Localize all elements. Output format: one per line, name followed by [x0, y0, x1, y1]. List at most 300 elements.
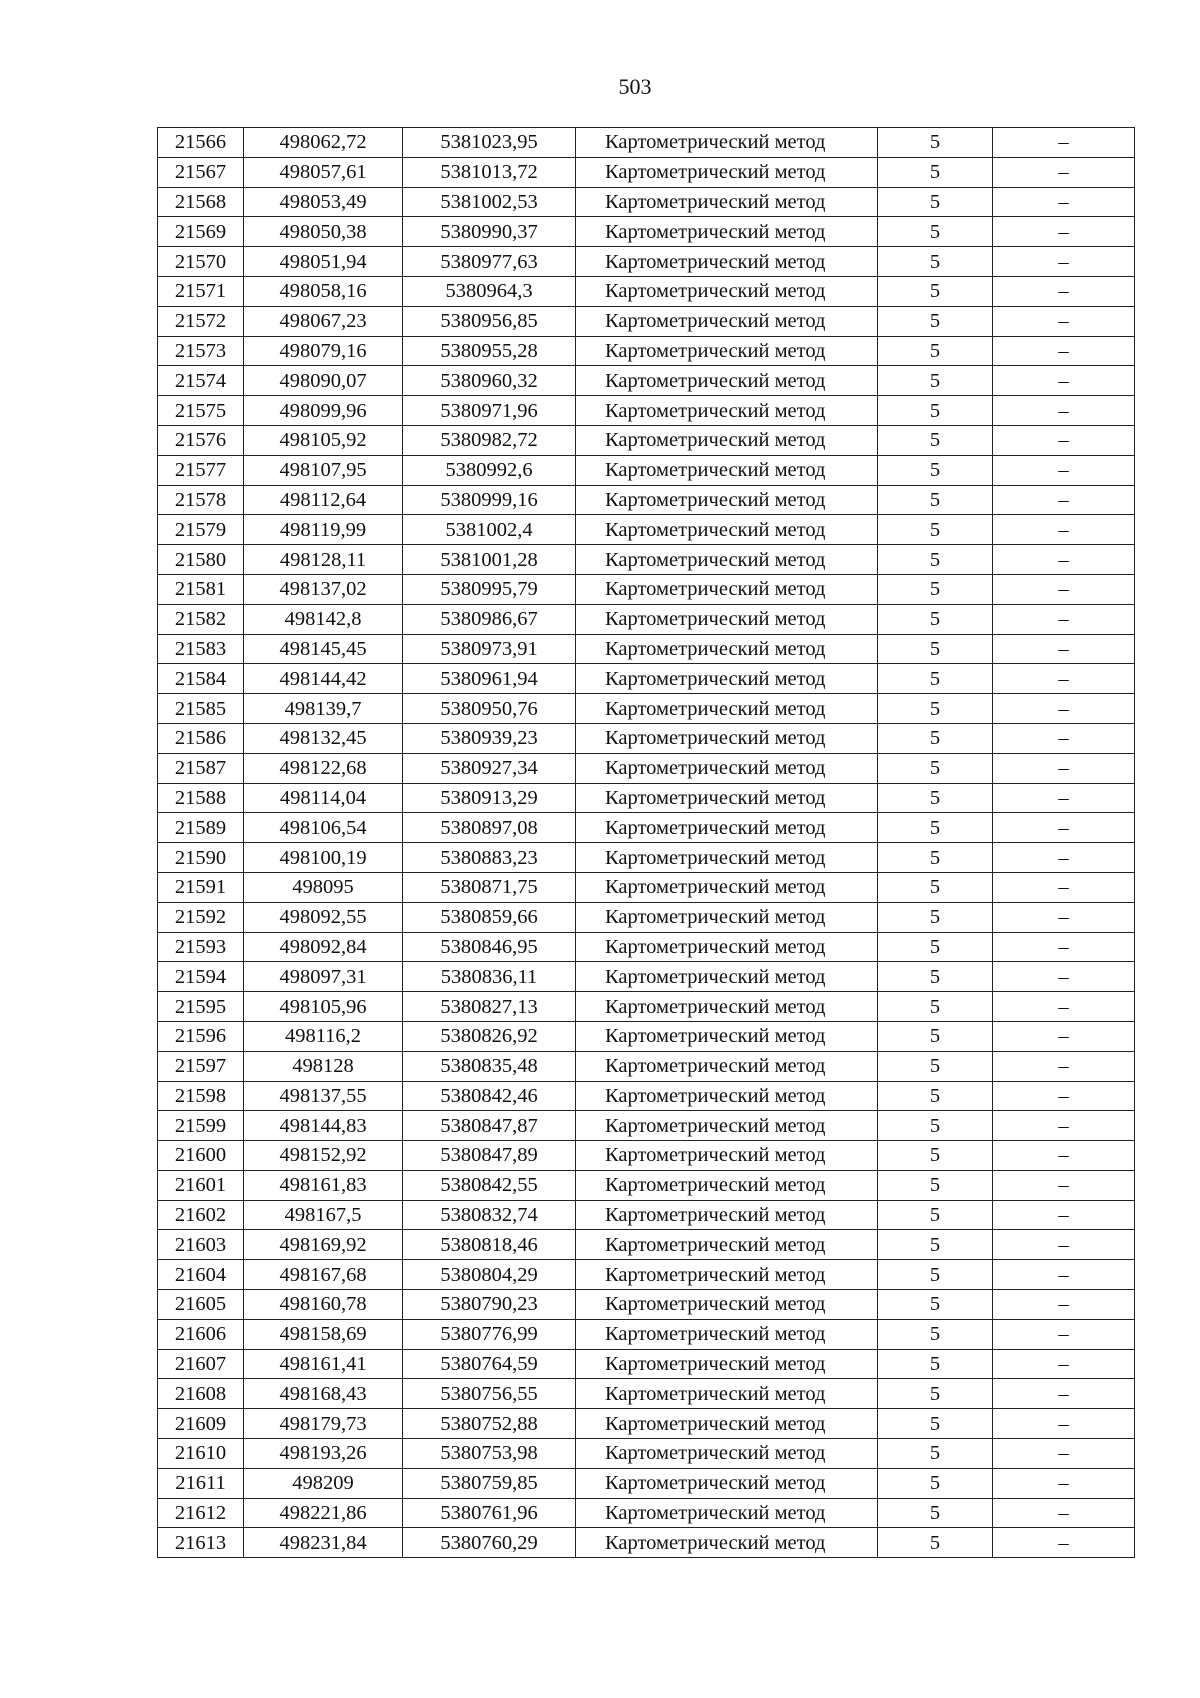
x-coordinate-cell: 498161,83 — [244, 1170, 403, 1200]
x-coordinate-cell: 498119,99 — [244, 515, 403, 545]
x-coordinate-cell: 498053,49 — [244, 187, 403, 217]
y-coordinate-cell: 5380753,98 — [403, 1439, 576, 1469]
accuracy-cell: 5 — [878, 604, 993, 634]
method-cell: Картометрический метод — [576, 694, 878, 724]
y-coordinate-cell: 5380961,94 — [403, 664, 576, 694]
method-cell: Картометрический метод — [576, 1528, 878, 1558]
y-coordinate-cell: 5380847,89 — [403, 1141, 576, 1171]
method-cell: Картометрический метод — [576, 783, 878, 813]
description-cell: – — [993, 962, 1135, 992]
y-coordinate-cell: 5380913,29 — [403, 783, 576, 813]
description-cell: – — [993, 604, 1135, 634]
accuracy-cell: 5 — [878, 217, 993, 247]
method-cell: Картометрический метод — [576, 306, 878, 336]
accuracy-cell: 5 — [878, 396, 993, 426]
point-number-cell: 21583 — [158, 634, 244, 664]
x-coordinate-cell: 498158,69 — [244, 1319, 403, 1349]
table-row — [158, 902, 1135, 932]
description-cell: – — [993, 1379, 1135, 1409]
description-cell: – — [993, 843, 1135, 873]
accuracy-cell: 5 — [878, 574, 993, 604]
method-cell: Картометрический метод — [576, 366, 878, 396]
method-cell: Картометрический метод — [576, 1200, 878, 1230]
accuracy-cell: 5 — [878, 336, 993, 366]
accuracy-cell: 5 — [878, 1230, 993, 1260]
x-coordinate-cell: 498105,92 — [244, 425, 403, 455]
x-coordinate-cell: 498122,68 — [244, 753, 403, 783]
point-number-cell: 21610 — [158, 1439, 244, 1469]
point-number-cell: 21609 — [158, 1409, 244, 1439]
table-row — [158, 1170, 1135, 1200]
description-cell: – — [993, 545, 1135, 575]
method-cell: Картометрический метод — [576, 1081, 878, 1111]
y-coordinate-cell: 5381013,72 — [403, 157, 576, 187]
table-row — [158, 187, 1135, 217]
y-coordinate-cell: 5380847,87 — [403, 1111, 576, 1141]
x-coordinate-cell: 498179,73 — [244, 1409, 403, 1439]
accuracy-cell: 5 — [878, 872, 993, 902]
accuracy-cell: 5 — [878, 366, 993, 396]
y-coordinate-cell: 5380995,79 — [403, 574, 576, 604]
description-cell: – — [993, 1081, 1135, 1111]
table-row — [158, 1290, 1135, 1320]
table-row — [158, 813, 1135, 843]
method-cell: Картометрический метод — [576, 1319, 878, 1349]
point-number-cell: 21574 — [158, 366, 244, 396]
method-cell: Картометрический метод — [576, 217, 878, 247]
accuracy-cell: 5 — [878, 485, 993, 515]
x-coordinate-cell: 498167,5 — [244, 1200, 403, 1230]
x-coordinate-cell: 498169,92 — [244, 1230, 403, 1260]
point-number-cell: 21598 — [158, 1081, 244, 1111]
method-cell: Картометрический метод — [576, 485, 878, 515]
description-cell: – — [993, 396, 1135, 426]
x-coordinate-cell: 498137,02 — [244, 574, 403, 604]
point-number-cell: 21601 — [158, 1170, 244, 1200]
x-coordinate-cell: 498100,19 — [244, 843, 403, 873]
method-cell: Картометрический метод — [576, 992, 878, 1022]
y-coordinate-cell: 5381001,28 — [403, 545, 576, 575]
accuracy-cell: 5 — [878, 455, 993, 485]
table-row — [158, 604, 1135, 634]
x-coordinate-cell: 498221,86 — [244, 1498, 403, 1528]
table-row — [158, 694, 1135, 724]
y-coordinate-cell: 5380990,37 — [403, 217, 576, 247]
table-row — [158, 1051, 1135, 1081]
y-coordinate-cell: 5381023,95 — [403, 128, 576, 158]
point-number-cell: 21611 — [158, 1468, 244, 1498]
table-row — [158, 1349, 1135, 1379]
x-coordinate-cell: 498107,95 — [244, 455, 403, 485]
x-coordinate-cell: 498209 — [244, 1468, 403, 1498]
accuracy-cell: 5 — [878, 902, 993, 932]
method-cell: Картометрический метод — [576, 247, 878, 277]
point-number-cell: 21567 — [158, 157, 244, 187]
y-coordinate-cell: 5380992,6 — [403, 455, 576, 485]
description-cell: – — [993, 753, 1135, 783]
y-coordinate-cell: 5380752,88 — [403, 1409, 576, 1439]
description-cell: – — [993, 247, 1135, 277]
point-number-cell: 21596 — [158, 1021, 244, 1051]
point-number-cell: 21578 — [158, 485, 244, 515]
description-cell: – — [993, 425, 1135, 455]
method-cell: Картометрический метод — [576, 128, 878, 158]
y-coordinate-cell: 5380939,23 — [403, 723, 576, 753]
accuracy-cell: 5 — [878, 1379, 993, 1409]
method-cell: Картометрический метод — [576, 1498, 878, 1528]
method-cell: Картометрический метод — [576, 664, 878, 694]
accuracy-cell: 5 — [878, 813, 993, 843]
x-coordinate-cell: 498062,72 — [244, 128, 403, 158]
point-number-cell: 21582 — [158, 604, 244, 634]
description-cell: – — [993, 574, 1135, 604]
method-cell: Картометрический метод — [576, 276, 878, 306]
method-cell: Картометрический метод — [576, 813, 878, 843]
x-coordinate-cell: 498114,04 — [244, 783, 403, 813]
description-cell: – — [993, 187, 1135, 217]
y-coordinate-cell: 5380897,08 — [403, 813, 576, 843]
accuracy-cell: 5 — [878, 306, 993, 336]
description-cell: – — [993, 1349, 1135, 1379]
method-cell: Картометрический метод — [576, 515, 878, 545]
point-number-cell: 21573 — [158, 336, 244, 366]
table-row — [158, 723, 1135, 753]
y-coordinate-cell: 5380956,85 — [403, 306, 576, 336]
table-row — [158, 843, 1135, 873]
description-cell: – — [993, 1409, 1135, 1439]
y-coordinate-cell: 5380764,59 — [403, 1349, 576, 1379]
coordinates-table-body — [158, 128, 1135, 1558]
table-row — [158, 1319, 1135, 1349]
x-coordinate-cell: 498167,68 — [244, 1260, 403, 1290]
x-coordinate-cell: 498231,84 — [244, 1528, 403, 1558]
point-number-cell: 21607 — [158, 1349, 244, 1379]
description-cell: – — [993, 664, 1135, 694]
accuracy-cell: 5 — [878, 753, 993, 783]
point-number-cell: 21600 — [158, 1141, 244, 1171]
method-cell: Картометрический метод — [576, 1290, 878, 1320]
table-row — [158, 1200, 1135, 1230]
x-coordinate-cell: 498144,83 — [244, 1111, 403, 1141]
point-number-cell: 21599 — [158, 1111, 244, 1141]
accuracy-cell: 5 — [878, 128, 993, 158]
method-cell: Картометрический метод — [576, 396, 878, 426]
method-cell: Картометрический метод — [576, 1230, 878, 1260]
description-cell: – — [993, 276, 1135, 306]
table-row — [158, 1409, 1135, 1439]
x-coordinate-cell: 498050,38 — [244, 217, 403, 247]
y-coordinate-cell: 5380790,23 — [403, 1290, 576, 1320]
point-number-cell: 21579 — [158, 515, 244, 545]
accuracy-cell: 5 — [878, 1111, 993, 1141]
table-row — [158, 1111, 1135, 1141]
table-row — [158, 515, 1135, 545]
x-coordinate-cell: 498116,2 — [244, 1021, 403, 1051]
point-number-cell: 21581 — [158, 574, 244, 604]
description-cell: – — [993, 1439, 1135, 1469]
accuracy-cell: 5 — [878, 1290, 993, 1320]
x-coordinate-cell: 498058,16 — [244, 276, 403, 306]
method-cell: Картометрический метод — [576, 1051, 878, 1081]
description-cell: – — [993, 157, 1135, 187]
y-coordinate-cell: 5380760,29 — [403, 1528, 576, 1558]
point-number-cell: 21602 — [158, 1200, 244, 1230]
x-coordinate-cell: 498168,43 — [244, 1379, 403, 1409]
description-cell: – — [993, 723, 1135, 753]
accuracy-cell: 5 — [878, 1200, 993, 1230]
table-row — [158, 783, 1135, 813]
table-row — [158, 1379, 1135, 1409]
y-coordinate-cell: 5380756,55 — [403, 1379, 576, 1409]
x-coordinate-cell: 498112,64 — [244, 485, 403, 515]
y-coordinate-cell: 5380960,32 — [403, 366, 576, 396]
table-row — [158, 247, 1135, 277]
point-number-cell: 21603 — [158, 1230, 244, 1260]
method-cell: Картометрический метод — [576, 634, 878, 664]
accuracy-cell: 5 — [878, 634, 993, 664]
description-cell: – — [993, 128, 1135, 158]
table-row — [158, 664, 1135, 694]
point-number-cell: 21572 — [158, 306, 244, 336]
table-row — [158, 128, 1135, 158]
accuracy-cell: 5 — [878, 187, 993, 217]
table-row — [158, 396, 1135, 426]
y-coordinate-cell: 5380835,48 — [403, 1051, 576, 1081]
description-cell: – — [993, 1141, 1135, 1171]
point-number-cell: 21590 — [158, 843, 244, 873]
accuracy-cell: 5 — [878, 1141, 993, 1171]
method-cell: Картометрический метод — [576, 932, 878, 962]
accuracy-cell: 5 — [878, 515, 993, 545]
accuracy-cell: 5 — [878, 1528, 993, 1558]
accuracy-cell: 5 — [878, 694, 993, 724]
description-cell: – — [993, 1498, 1135, 1528]
point-number-cell: 21580 — [158, 545, 244, 575]
table-row — [158, 455, 1135, 485]
method-cell: Картометрический метод — [576, 1141, 878, 1171]
point-number-cell: 21594 — [158, 962, 244, 992]
x-coordinate-cell: 498051,94 — [244, 247, 403, 277]
point-number-cell: 21576 — [158, 425, 244, 455]
description-cell: – — [993, 1290, 1135, 1320]
accuracy-cell: 5 — [878, 932, 993, 962]
table-row — [158, 545, 1135, 575]
accuracy-cell: 5 — [878, 1439, 993, 1469]
accuracy-cell: 5 — [878, 157, 993, 187]
table-row — [158, 1230, 1135, 1260]
point-number-cell: 21569 — [158, 217, 244, 247]
y-coordinate-cell: 5380982,72 — [403, 425, 576, 455]
description-cell: – — [993, 992, 1135, 1022]
coordinates-table — [157, 127, 1135, 1558]
point-number-cell: 21592 — [158, 902, 244, 932]
table-row — [158, 1081, 1135, 1111]
x-coordinate-cell: 498090,07 — [244, 366, 403, 396]
y-coordinate-cell: 5380804,29 — [403, 1260, 576, 1290]
point-number-cell: 21608 — [158, 1379, 244, 1409]
x-coordinate-cell: 498152,92 — [244, 1141, 403, 1171]
table-row — [158, 932, 1135, 962]
x-coordinate-cell: 498099,96 — [244, 396, 403, 426]
table-row — [158, 1021, 1135, 1051]
description-cell: – — [993, 336, 1135, 366]
description-cell: – — [993, 1111, 1135, 1141]
accuracy-cell: 5 — [878, 1081, 993, 1111]
y-coordinate-cell: 5380955,28 — [403, 336, 576, 366]
method-cell: Картометрический метод — [576, 753, 878, 783]
description-cell: – — [993, 1170, 1135, 1200]
point-number-cell: 21571 — [158, 276, 244, 306]
table-row — [158, 485, 1135, 515]
point-number-cell: 21585 — [158, 694, 244, 724]
description-cell: – — [993, 366, 1135, 396]
table-row — [158, 992, 1135, 1022]
x-coordinate-cell: 498193,26 — [244, 1439, 403, 1469]
point-number-cell: 21586 — [158, 723, 244, 753]
y-coordinate-cell: 5380776,99 — [403, 1319, 576, 1349]
method-cell: Картометрический метод — [576, 723, 878, 753]
table-row — [158, 574, 1135, 604]
table-row — [158, 1468, 1135, 1498]
x-coordinate-cell: 498137,55 — [244, 1081, 403, 1111]
x-coordinate-cell: 498097,31 — [244, 962, 403, 992]
method-cell: Картометрический метод — [576, 1260, 878, 1290]
method-cell: Картометрический метод — [576, 157, 878, 187]
y-coordinate-cell: 5381002,53 — [403, 187, 576, 217]
description-cell: – — [993, 1021, 1135, 1051]
y-coordinate-cell: 5380986,67 — [403, 604, 576, 634]
point-number-cell: 21613 — [158, 1528, 244, 1558]
y-coordinate-cell: 5380927,34 — [403, 753, 576, 783]
accuracy-cell: 5 — [878, 1051, 993, 1081]
point-number-cell: 21588 — [158, 783, 244, 813]
accuracy-cell: 5 — [878, 723, 993, 753]
x-coordinate-cell: 498132,45 — [244, 723, 403, 753]
description-cell: – — [993, 1051, 1135, 1081]
point-number-cell: 21568 — [158, 187, 244, 217]
description-cell: – — [993, 455, 1135, 485]
method-cell: Картометрический метод — [576, 1468, 878, 1498]
accuracy-cell: 5 — [878, 1260, 993, 1290]
page-number: 503 — [618, 74, 652, 99]
y-coordinate-cell: 5380871,75 — [403, 872, 576, 902]
method-cell: Картометрический метод — [576, 425, 878, 455]
accuracy-cell: 5 — [878, 1409, 993, 1439]
y-coordinate-cell: 5380826,92 — [403, 1021, 576, 1051]
method-cell: Картометрический метод — [576, 1021, 878, 1051]
point-number-cell: 21577 — [158, 455, 244, 485]
table-row — [158, 1260, 1135, 1290]
method-cell: Картометрический метод — [576, 843, 878, 873]
x-coordinate-cell: 498092,84 — [244, 932, 403, 962]
y-coordinate-cell: 5381002,4 — [403, 515, 576, 545]
accuracy-cell: 5 — [878, 962, 993, 992]
accuracy-cell: 5 — [878, 1468, 993, 1498]
accuracy-cell: 5 — [878, 664, 993, 694]
table-row — [158, 1528, 1135, 1558]
description-cell: – — [993, 1468, 1135, 1498]
x-coordinate-cell: 498092,55 — [244, 902, 403, 932]
method-cell: Картометрический метод — [576, 962, 878, 992]
description-cell: – — [993, 783, 1135, 813]
y-coordinate-cell: 5380977,63 — [403, 247, 576, 277]
y-coordinate-cell: 5380761,96 — [403, 1498, 576, 1528]
accuracy-cell: 5 — [878, 783, 993, 813]
table-row — [158, 962, 1135, 992]
point-number-cell: 21587 — [158, 753, 244, 783]
description-cell: – — [993, 1260, 1135, 1290]
x-coordinate-cell: 498057,61 — [244, 157, 403, 187]
table-row — [158, 366, 1135, 396]
y-coordinate-cell: 5380832,74 — [403, 1200, 576, 1230]
x-coordinate-cell: 498067,23 — [244, 306, 403, 336]
accuracy-cell: 5 — [878, 425, 993, 455]
description-cell: – — [993, 872, 1135, 902]
description-cell: – — [993, 306, 1135, 336]
point-number-cell: 21612 — [158, 1498, 244, 1528]
method-cell: Картометрический метод — [576, 604, 878, 634]
table-row — [158, 1498, 1135, 1528]
method-cell: Картометрический метод — [576, 336, 878, 366]
point-number-cell: 21584 — [158, 664, 244, 694]
y-coordinate-cell: 5380950,76 — [403, 694, 576, 724]
table-row — [158, 157, 1135, 187]
y-coordinate-cell: 5380859,66 — [403, 902, 576, 932]
y-coordinate-cell: 5380999,16 — [403, 485, 576, 515]
table-row — [158, 306, 1135, 336]
description-cell: – — [993, 1230, 1135, 1260]
x-coordinate-cell: 498139,7 — [244, 694, 403, 724]
accuracy-cell: 5 — [878, 247, 993, 277]
x-coordinate-cell: 498142,8 — [244, 604, 403, 634]
method-cell: Картометрический метод — [576, 1349, 878, 1379]
description-cell: – — [993, 813, 1135, 843]
table-row — [158, 753, 1135, 783]
y-coordinate-cell: 5380964,3 — [403, 276, 576, 306]
y-coordinate-cell: 5380846,95 — [403, 932, 576, 962]
x-coordinate-cell: 498105,96 — [244, 992, 403, 1022]
description-cell: – — [993, 515, 1135, 545]
method-cell: Картометрический метод — [576, 1409, 878, 1439]
y-coordinate-cell: 5380842,46 — [403, 1081, 576, 1111]
accuracy-cell: 5 — [878, 1170, 993, 1200]
x-coordinate-cell: 498145,45 — [244, 634, 403, 664]
point-number-cell: 21589 — [158, 813, 244, 843]
x-coordinate-cell: 498144,42 — [244, 664, 403, 694]
point-number-cell: 21605 — [158, 1290, 244, 1320]
accuracy-cell: 5 — [878, 276, 993, 306]
description-cell: – — [993, 694, 1135, 724]
table-row — [158, 1141, 1135, 1171]
point-number-cell: 21566 — [158, 128, 244, 158]
table-row — [158, 217, 1135, 247]
accuracy-cell: 5 — [878, 1021, 993, 1051]
point-number-cell: 21591 — [158, 872, 244, 902]
description-cell: – — [993, 1319, 1135, 1349]
table-row — [158, 872, 1135, 902]
table-row — [158, 276, 1135, 306]
x-coordinate-cell: 498079,16 — [244, 336, 403, 366]
table-row — [158, 1439, 1135, 1469]
description-cell: – — [993, 902, 1135, 932]
method-cell: Картометрический метод — [576, 545, 878, 575]
accuracy-cell: 5 — [878, 843, 993, 873]
accuracy-cell: 5 — [878, 992, 993, 1022]
description-cell: – — [993, 634, 1135, 664]
point-number-cell: 21604 — [158, 1260, 244, 1290]
y-coordinate-cell: 5380883,23 — [403, 843, 576, 873]
y-coordinate-cell: 5380818,46 — [403, 1230, 576, 1260]
